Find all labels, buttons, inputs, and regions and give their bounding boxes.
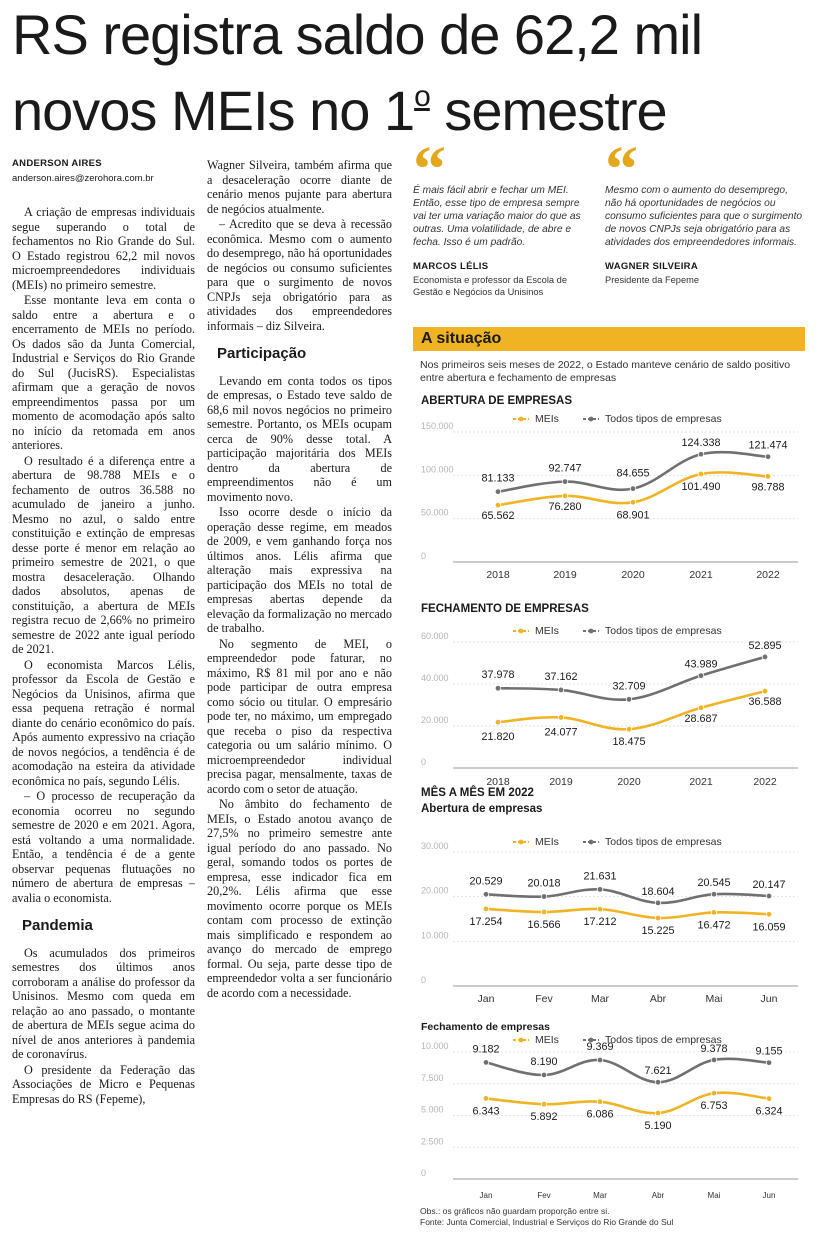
data-point-all — [495, 685, 501, 691]
paragraph: A criação de empresas individuais segue superando o total de fechamentos no Rio Grande do Sul. O Estado registrou 62,2 mil novos microempreendedores individuais (MEIs) no primeiro semestre. — [12, 205, 195, 292]
data-label-all: 20.545 — [697, 877, 731, 890]
headline-line-1: RS registra saldo de 62,2 mil — [12, 3, 703, 66]
x-tick-label: 2021 — [689, 569, 713, 581]
legend-label-all: Todos tipos de empresas — [605, 413, 722, 425]
x-tick-label: 2019 — [553, 569, 577, 581]
data-point-all — [483, 892, 489, 898]
data-point-mei — [483, 1096, 489, 1102]
data-point-all — [626, 697, 632, 703]
y-tick-label: 7.500 — [421, 1072, 444, 1083]
data-label-mei: 18.475 — [612, 736, 646, 749]
data-point-mei — [626, 726, 632, 732]
data-point-all — [711, 1057, 717, 1063]
series-line-all — [498, 657, 765, 700]
data-label-all: 43.989 — [684, 658, 718, 671]
data-label-all: 84.655 — [616, 467, 650, 480]
subheading-pandemia: Pandemia — [22, 917, 93, 934]
data-point-mei — [483, 906, 489, 912]
data-label-mei: 101.490 — [681, 481, 721, 494]
data-point-all — [762, 654, 768, 660]
quote-author-role: Presidente da Fepeme — [605, 275, 700, 285]
data-label-mei: 6.753 — [700, 1100, 728, 1113]
data-point-mei — [562, 493, 568, 499]
data-point-all — [562, 479, 568, 485]
data-label-all: 20.147 — [752, 879, 786, 892]
data-point-all — [698, 673, 704, 679]
data-label-all: 37.162 — [544, 670, 578, 683]
y-tick-label: 30.000 — [421, 841, 449, 851]
data-point-mei — [655, 1110, 661, 1116]
data-label-all: 20.018 — [527, 877, 561, 890]
paragraph: No âmbito do fechamento de MEIs, o Estado anotou avanço de 27,5% no primeiro semestre ante igual período do ano passado. No geral, somando todos os portes de empresa, esse indicador fica em 20,2%. Lélis afirma que esse movimento ocorre porque os MEIs contam com processo de extinção mais simplificado e respondem ao avanço do mercado de emprego formal. Ou seja, parte desse tipo de empreendedor volta a ser funcionário de acordo com a necessidade. — [207, 797, 392, 1000]
data-point-all — [541, 894, 547, 900]
pull-quote-lelis — [413, 133, 593, 298]
data-point-mei — [655, 915, 661, 921]
data-label-mei: 17.212 — [583, 916, 617, 929]
footnote-source: Fonte: Junta Comercial, Industrial e Serviços do Rio Grande do Sul — [420, 1216, 674, 1227]
paragraph: Os acumulados dos primeiros semestres dos últimos anos corroboram a análise do professor da Unisinos. Mesmo com queda em relação ao ano passado, o montante de abertura de MEIs segue acima do nível de anos anteriores à pandemia de coronavírus. — [12, 945, 195, 1061]
data-point-all — [655, 900, 661, 906]
paragraph: Levando em conta todos os tipos de empresas, o Estado teve saldo de 68,6 mil novos negócios no primeiro semestre. Portanto, os MEIs ocupam cerca de 90% desse total. A participação majoritária dos MEIs dentro da abertura de empreendimentos não é um movimento novo. — [207, 373, 392, 504]
legend-label-all: Todos tipos de empresas — [605, 836, 722, 848]
data-point-all — [766, 1060, 772, 1066]
author-email[interactable]: anderson.aires@zerohora.com.br — [12, 173, 154, 184]
data-label-mei: 21.820 — [481, 731, 515, 744]
y-tick-label: 0 — [421, 757, 427, 767]
data-point-all — [655, 1079, 661, 1085]
data-point-all — [766, 893, 772, 899]
y-tick-label: 20.000 — [421, 715, 449, 725]
data-label-all: 121.474 — [748, 439, 788, 452]
data-point-mei — [698, 471, 704, 477]
paragraph: Isso ocorre desde o início da operação desse regime, em meados de 2009, e vem ganhando força nos últimos anos. Lélis afirma que alteração mais expressiva na participação dos MEIs no total de empresas abertas depende da elevação da formalização no mercado de trabalho. — [207, 505, 392, 635]
author-name: ANDERSON AIRES — [12, 158, 102, 169]
data-label-mei: 6.324 — [755, 1105, 783, 1118]
y-tick-label: 2.500 — [421, 1136, 444, 1147]
data-label-all: 81.133 — [481, 472, 515, 485]
y-tick-label: 50.000 — [421, 507, 449, 518]
headline-line-2-pre: novos MEIs no 1 — [12, 79, 415, 142]
data-point-all — [765, 454, 771, 460]
y-tick-label: 10.000 — [421, 1041, 449, 1051]
data-label-all: 18.604 — [641, 885, 675, 898]
byline — [12, 158, 202, 184]
legend-label-all: Todos tipos de empresas — [605, 1034, 722, 1046]
paragraph: – O processo de recuperação da economia ocorreu no segundo semestre de 2020 e em 2021. Agora, está voltando a uma normalidade. Então, a tendência é de a gente observar pequenas flutuações no número de abertura de empresas – avalia o economista. — [12, 789, 195, 905]
paragraph: Wagner Silveira, também afirma que a desaceleração ocorre diante de cenário menos pujante para abertura de negócios atualmente. — [207, 158, 392, 216]
data-point-mei — [766, 1096, 772, 1102]
y-tick-label: 5.000 — [421, 1104, 444, 1115]
x-tick-label: Jan — [479, 1191, 493, 1200]
data-label-all: 9.369 — [586, 1041, 614, 1054]
article-column-2 — [207, 158, 392, 1001]
legend-marker-all — [589, 417, 594, 422]
data-point-all — [698, 451, 704, 457]
data-label-all: 20.529 — [469, 875, 503, 888]
section-banner — [413, 327, 805, 351]
x-tick-label: 2019 — [549, 776, 573, 788]
legend-marker-all — [589, 629, 594, 634]
chart-title: Fechamento de empresas — [421, 1021, 550, 1033]
data-point-mei — [762, 688, 768, 694]
data-point-all — [597, 887, 603, 893]
x-tick-label: Fev — [535, 993, 553, 1005]
headline — [12, 4, 812, 142]
paragraph: O economista Marcos Lélis, professor da Escola de Gestão e Negócios da Unisinos, afirma que essa pequena retração é normal diante do cenário econômico do país. Após aumento expressivo na criação de novos negócios, a tendência é de acomodação na esteira da atividade econômica no país, segundo Lélis. — [12, 657, 195, 788]
subheading-participacao: Participação — [217, 345, 307, 362]
paragraph: No segmento de MEI, o empreendedor pode faturar, no máximo, R$ 81 mil por ano e não pode participar de outra empresa como sócio ou titular. O empresário pode ter, no máximo, um empregado que receba o piso da respectiva categoria ou um salário mínimo. O microempreendedor individual precisa pagar, mensalmente, taxas de acordo com o setor de atuação. — [207, 636, 392, 796]
headline-ordinal: o — [414, 80, 430, 113]
data-point-mei — [698, 705, 704, 711]
data-point-all — [558, 687, 564, 693]
x-tick-label: 2020 — [617, 776, 641, 788]
data-point-mei — [765, 474, 771, 480]
y-tick-label: 60.000 — [421, 631, 449, 641]
quote-author-role: Economista e professor da Escola de Gestão e Negócios da Unisinos — [413, 275, 567, 297]
data-label-mei: 16.059 — [752, 921, 786, 934]
data-label-all: 7.621 — [644, 1065, 672, 1078]
y-tick-label: 10.000 — [421, 930, 449, 941]
chart-title: FECHAMENTO DE EMPRESAS — [421, 603, 589, 615]
charts-panel — [413, 386, 813, 1204]
paragraph: – Acredito que se deva à recessão econômica. Mesmo com o aumento do desemprego, não há oportunidades de negócios ou consumo suficientes para que o surgimento de novos CNPJs seja obrigatório para as atividades dos empreendedores informais – diz Silveira. — [207, 217, 392, 333]
data-label-mei: 16.472 — [697, 919, 731, 932]
x-tick-label: 2020 — [621, 569, 645, 581]
legend-marker-all — [589, 840, 594, 845]
footnote — [420, 1206, 810, 1227]
y-tick-label: 0 — [421, 1168, 427, 1178]
x-tick-label: 2022 — [753, 776, 777, 788]
data-point-mei — [541, 909, 547, 915]
quote-text: Mesmo com o aumento do desemprego, não há oportunidades de negócios ou consumo suficientes para que o surgimento de novos CNPJs seja obrigatório para as atividades dos empreendedores informais. — [605, 185, 803, 248]
chart-title: Abertura de empresas — [421, 803, 543, 815]
chart-group-title: MÊS A MÊS EM 2022 — [421, 787, 534, 799]
data-point-all — [711, 891, 717, 897]
y-tick-label: 40.000 — [421, 673, 449, 683]
headline-line-2-post: semestre — [429, 79, 667, 142]
data-label-all: 21.631 — [583, 870, 617, 883]
data-point-mei — [495, 502, 501, 508]
data-point-mei — [766, 911, 772, 917]
x-tick-label: 2022 — [756, 569, 780, 581]
chart-title: ABERTURA DE EMPRESAS — [421, 395, 573, 407]
x-tick-label: Abr — [651, 1191, 665, 1200]
series-line-all — [486, 889, 769, 903]
data-label-all: 124.338 — [681, 437, 721, 450]
data-point-all — [597, 1057, 603, 1063]
x-tick-label: Abr — [649, 993, 667, 1005]
data-point-all — [483, 1060, 489, 1066]
data-label-mei: 76.280 — [548, 500, 582, 513]
data-point-all — [630, 486, 636, 492]
x-tick-label: Mar — [593, 1191, 607, 1200]
paragraph: Esse montante leva em conta o saldo entre a abertura e o encerramento de MEIs no período. Os dados são da Junta Comercial, Industrial e Serviços do Rio Grande do Sul (JucisRS). Especialistas afirmam que a geração de novos empreendimentos passa por um momento de acomodação após salto no início da retomada em anos anteriores. — [12, 293, 195, 452]
data-point-mei — [630, 499, 636, 505]
legend-label-mei: MEIs — [535, 413, 559, 425]
data-label-mei: 68.901 — [616, 509, 650, 522]
article-column-1 — [12, 205, 195, 1107]
data-label-mei: 65.562 — [481, 510, 515, 523]
legend-marker-mei — [519, 629, 524, 634]
data-label-mei: 6.086 — [586, 1108, 614, 1121]
data-point-all — [495, 489, 501, 495]
x-tick-label: 2021 — [689, 776, 713, 788]
paragraph: O presidente da Federação das Associações de Micro e Pequenas Empresas do RS (Fepeme), — [12, 1062, 195, 1106]
series-line-mei — [486, 909, 769, 918]
y-tick-label: 100.000 — [421, 464, 454, 475]
data-point-mei — [597, 906, 603, 912]
legend-marker-mei — [519, 417, 524, 422]
data-label-all: 92.747 — [548, 462, 582, 475]
y-tick-label: 0 — [421, 975, 427, 985]
x-tick-label: Mar — [590, 993, 610, 1005]
data-point-all — [541, 1072, 547, 1078]
data-label-all: 8.190 — [530, 1055, 558, 1068]
data-label-all: 9.378 — [700, 1042, 728, 1055]
data-label-mei: 36.588 — [748, 696, 782, 709]
section-intro: Nos primeiros seis meses de 2022, o Estado manteve cenário de saldo positivo entre abertura e fechamento de empresas — [420, 359, 791, 384]
data-label-mei: 28.687 — [684, 712, 718, 725]
legend-label-mei: MEIs — [535, 625, 559, 637]
x-tick-label: 2018 — [486, 776, 510, 788]
section-title: A situação — [421, 330, 502, 347]
data-label-all: 9.182 — [472, 1043, 500, 1056]
footnote-obs: Obs.: os gráficos não guardam proporção entre si. — [420, 1206, 610, 1216]
quote-author: MARCOS LÉLIS — [413, 261, 489, 272]
x-tick-label: Mai — [705, 993, 723, 1005]
quote-author: WAGNER SILVEIRA — [605, 261, 698, 272]
data-label-mei: 5.190 — [644, 1120, 672, 1133]
quote-mark-icon: “ — [605, 133, 638, 206]
x-tick-label: Jan — [477, 993, 495, 1005]
legend-marker-mei — [519, 1038, 524, 1043]
data-label-all: 9.155 — [755, 1045, 783, 1058]
x-tick-label: Jun — [760, 993, 778, 1005]
pull-quote-silveira — [605, 133, 805, 286]
data-point-mei — [558, 715, 564, 721]
data-label-all: 52.895 — [748, 639, 782, 652]
data-label-mei: 15.225 — [641, 924, 675, 937]
quote-mark-icon: “ — [413, 133, 446, 206]
data-point-mei — [495, 719, 501, 725]
data-label-mei: 98.788 — [751, 481, 785, 494]
legend-marker-mei — [519, 840, 524, 845]
data-label-mei: 5.892 — [530, 1111, 558, 1124]
data-label-mei: 6.343 — [472, 1105, 500, 1118]
data-point-mei — [597, 1099, 603, 1105]
data-label-mei: 16.566 — [527, 919, 561, 932]
y-tick-label: 150.000 — [421, 421, 454, 431]
quote-text: É mais fácil abrir e fechar um MEI. Então, esse tipo de empresa sempre vai ter uma variação maior do que as outras. Uma volatilidade, de abre e fecha. Isso é um padrão. — [413, 185, 581, 248]
x-tick-label: Mai — [707, 1191, 721, 1200]
series-line-mei — [498, 691, 765, 729]
data-point-mei — [711, 910, 717, 916]
data-point-mei — [541, 1101, 547, 1107]
legend-label-mei: MEIs — [535, 836, 559, 848]
series-line-all — [486, 1059, 769, 1082]
data-label-mei: 24.077 — [544, 726, 578, 739]
data-point-mei — [711, 1090, 717, 1096]
data-label-mei: 17.254 — [469, 915, 503, 928]
x-tick-label: Jun — [762, 1191, 776, 1200]
y-tick-label: 0 — [421, 551, 427, 561]
x-tick-label: 2018 — [486, 569, 510, 581]
data-label-all: 37.978 — [481, 669, 515, 682]
x-tick-label: Fev — [537, 1191, 551, 1200]
paragraph: O resultado é a diferença entre a abertura de 98.788 MEIs e o fechamento de outros 36.588 no acumulado de janeiro a junho. Mesmo no azul, o saldo entre constituição e extinção de empresas desse porte é menor em relação ao primeiro semestre de 2021, o que mostra desaceleração. Olhando dados absolutos, apenas de constituição, a abertura de MEIs registra recuo de 2,66% no primeiro semestre de 2022 ante igual período de 2021. — [12, 453, 195, 656]
legend-label-mei: MEIs — [535, 1034, 559, 1046]
y-tick-label: 20.000 — [421, 885, 449, 896]
data-label-all: 32.709 — [612, 680, 646, 693]
legend-label-all: Todos tipos de empresas — [605, 625, 722, 637]
